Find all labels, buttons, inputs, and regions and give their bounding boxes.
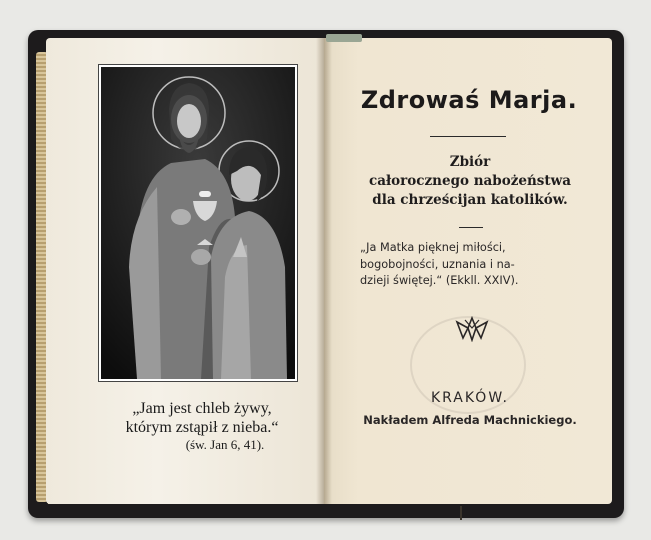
book-subtitle (340, 153, 600, 210)
caption-line-1: „Jam jest chleb żywy, (132, 400, 272, 417)
subtitle-line-1: Zbiór (449, 154, 491, 170)
devotional-picture (98, 64, 298, 382)
book-gutter (316, 38, 332, 504)
quote-line-3: dzieji świętej.“ (Ekkll. XXIV). (360, 274, 519, 287)
imprint-city: KRAKÓW. (430, 390, 510, 406)
caption-line-2: którym zstąpił z nieba.“ (125, 419, 279, 436)
epigraph-quote (360, 240, 590, 290)
leaf-ornament-icon (455, 316, 489, 342)
subtitle-line-2: całorocznego nabożeństwa (369, 173, 571, 189)
quote-line-2: bogobojności, uznania i na- (360, 257, 515, 271)
subtitle-line-3: dla chrześcijan katolików. (372, 192, 568, 208)
bookmark-ribbon (326, 34, 362, 42)
book-title: Zdrowaś Marja. (360, 86, 578, 114)
caption-citation: (św. Jan 6, 41). (185, 437, 265, 452)
subtitle-divider (459, 227, 483, 228)
picture-caption (96, 399, 308, 437)
christ-and-john-illustration (101, 67, 295, 379)
binding-thread (460, 506, 462, 520)
title-divider (430, 136, 506, 137)
imprint-publisher: Nakładem Alfreda Machnickiego. (363, 413, 577, 427)
quote-line-1: „Ja Matka pięknej miłości, (360, 241, 506, 254)
